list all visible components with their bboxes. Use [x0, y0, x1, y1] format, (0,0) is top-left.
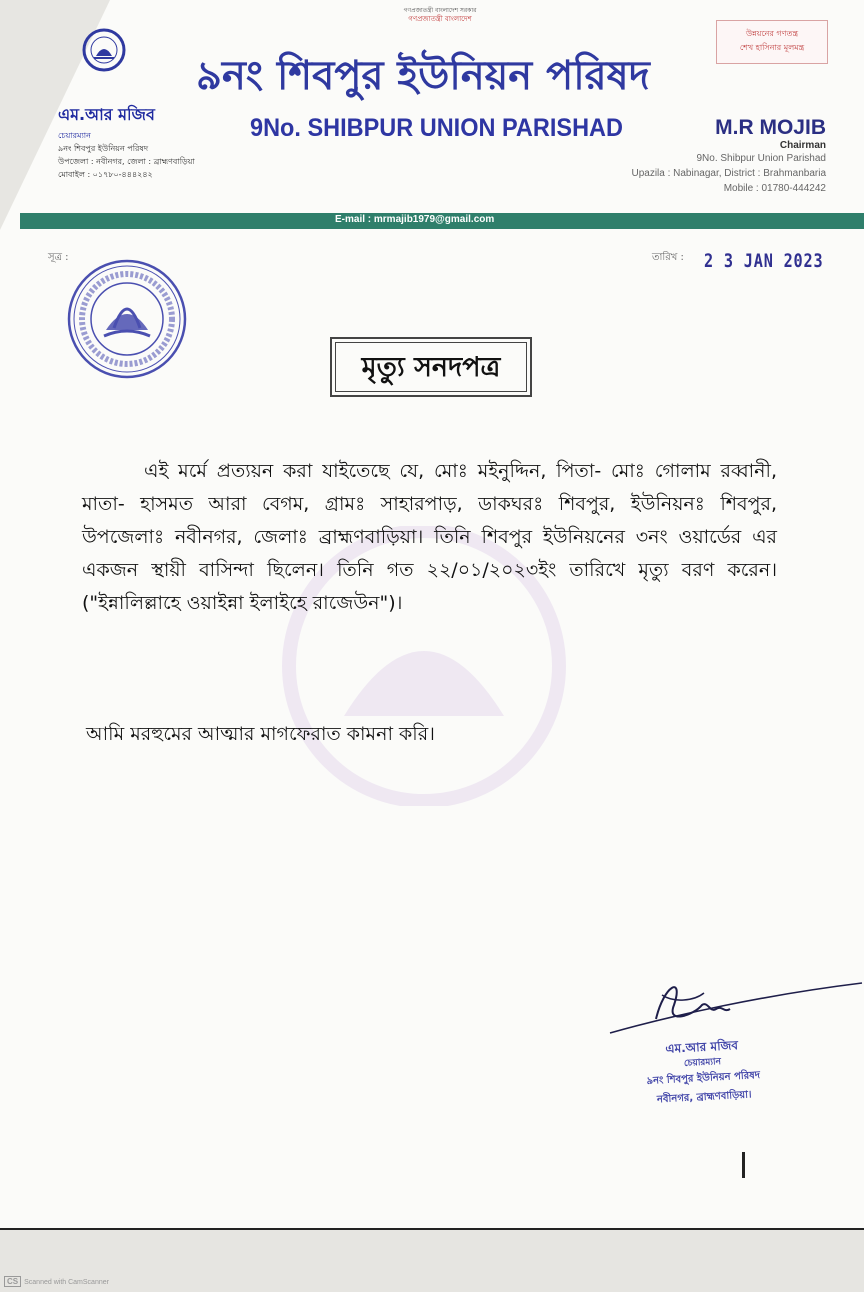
date-stamp: 2 3 JAN 2023 [704, 250, 824, 272]
certificate-heading-frame [330, 337, 532, 397]
scanner-label: Scanned with CamScanner [24, 1279, 109, 1286]
signatory-place: নবীনগর, ব্রাহ্মণবাড়িয়া। [656, 1089, 752, 1106]
chairman-mobile-bangla: মোবাইল : ০১৭৮০-৪৪৪২৪২ [58, 170, 153, 179]
signature-icon [604, 975, 864, 1045]
chairman-address-english: Upazila : Nabinagar, District : Brahmanbaria [631, 168, 826, 179]
chairman-org-english: 9No. Shibpur Union Parishad [696, 153, 826, 164]
gov-line-2: গণপ্রজাতন্ত্রী বাংলাদেশ [408, 15, 472, 23]
chairman-name-bangla: এম.আর মজিব [58, 105, 155, 124]
certificate-body: এই মর্মে প্রত্যয়ন করা যাইতেছে যে, মোঃ মইনুদ্দিন, পিতা- মোঃ গোলাম রব্বানী, মাতা- হাসমত আরা বেগম, গ্রামঃ সাহারপাড়, ডাকঘরঃ শিবপুর, ইউনিয়নঃ শিবপুর, উপজেলাঃ নবীনগর, জেলাঃ ব্রাহ্মণবাড়িয়া। তিনি শিবপুর ইউনিয়নের ৩নং ওয়ার্ডের এর একজন স্থায়ী বাসিন্দা ছিলেন। তিনি গত ২২/০১/২০২৩ইং তারিখে মৃত্যু বরণ করেন। ("ইন্নালিল্লাহে ওয়াইন্না ইলাইহে রাজেউন")। [82, 460, 777, 614]
scanner-watermark [4, 1276, 109, 1287]
chairman-name-english: M.R MOJIB [715, 116, 826, 139]
chairman-info-bangla [58, 102, 195, 181]
signatory-name: এম.আর মজিব [665, 1038, 739, 1056]
ink-mark [742, 1152, 745, 1178]
email-address: E-mail : mrmajib1979@gmail.com [335, 214, 495, 225]
certificate-heading: মৃত্যু সনদপত্র [335, 342, 527, 392]
signatory-role: চেয়ারম্যান [683, 1057, 722, 1069]
chairman-org-bangla: ৯নং শিবপুর ইউনিয়ন পরিষদ [58, 144, 149, 153]
union-title-bangla: ৯নং শিবপুর ইউনিয়ন পরিষদ [196, 53, 650, 99]
stamp-line-2: শেখ হাসিনার মূলমন্ত্র [739, 43, 805, 52]
union-parishad-seal-icon [66, 258, 188, 380]
union-logo-icon [82, 28, 126, 72]
chairman-mobile-english: Mobile : 01780-444242 [723, 183, 826, 194]
chairman-role-english: Chairman [779, 140, 826, 151]
reference-label: সূত্র : [48, 252, 69, 263]
chairman-address-bangla: উপজেলা : নবীনগর, জেলা : ব্রাহ্মণবাড়িয়া [58, 157, 195, 166]
government-header [340, 6, 540, 24]
date-label: তারিখ : [652, 252, 684, 263]
chairman-info-english [631, 116, 826, 196]
slogan-stamp [716, 20, 828, 64]
prayer-line: আমি মরহুমের আত্মার মাগফেরাত কামনা করি। [86, 723, 435, 745]
signatory-org: ৯নং শিবপুর ইউনিয়ন পরিষদ [646, 1070, 761, 1087]
scanner-badge: CS [4, 1276, 21, 1287]
gov-line-1: গণপ্রজাতন্ত্রী বাংলাদেশ সরকার [403, 7, 477, 14]
chairman-role-bangla: চেয়ারম্যান [58, 131, 91, 140]
signatory-stamp [606, 1033, 799, 1112]
union-title-english: 9No. SHIBPUR UNION PARISHAD [250, 114, 623, 142]
stamp-line-1: উন্নয়নের গণতন্ত্র [745, 29, 799, 38]
scan-background [0, 1230, 864, 1292]
